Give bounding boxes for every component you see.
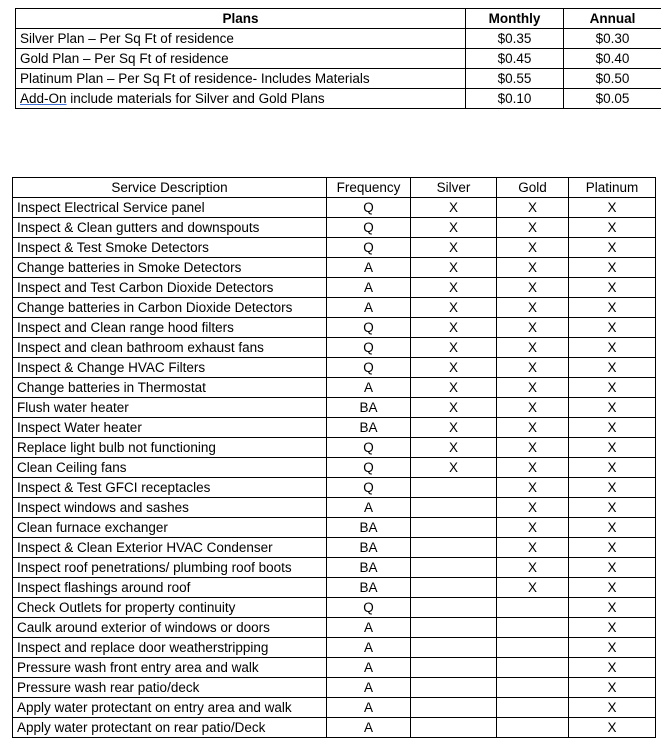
platinum-cell: X [569,698,656,718]
service-row [13,638,656,658]
platinum-cell: X [569,258,656,278]
silver-cell [411,618,497,638]
service-description-cell: Inspect & Clean Exterior HVAC Condenser [13,538,327,558]
service-description-cell: Inspect and Test Carbon Dioxide Detectors [13,278,327,298]
silver-cell [411,638,497,658]
gold-cell: X [497,498,569,518]
silver-cell: X [411,198,497,218]
gold-cell [497,598,569,618]
platinum-cell: X [569,438,656,458]
gold-cell: X [497,278,569,298]
plans-header-row [16,9,661,29]
gold-cell [497,638,569,658]
frequency-cell: Q [327,338,411,358]
service-description-cell: Inspect and clean bathroom exhaust fans [13,338,327,358]
plans-table [15,8,661,109]
platinum-cell: X [569,518,656,538]
service-row [13,438,656,458]
platinum-cell: X [569,278,656,298]
gold-cell [497,698,569,718]
silver-cell [411,498,497,518]
header-silver: Silver [411,178,497,198]
service-description-cell: Inspect and replace door weatherstripping [13,638,327,658]
frequency-cell: Q [327,358,411,378]
silver-cell [411,698,497,718]
service-row [13,338,656,358]
gold-cell: X [497,458,569,478]
platinum-cell: X [569,658,656,678]
frequency-cell: Q [327,478,411,498]
service-description-cell: Change batteries in Thermostat [13,378,327,398]
service-description-cell: Apply water protectant on rear patio/Deck [13,718,327,738]
frequency-cell: A [327,618,411,638]
silver-cell [411,658,497,678]
gold-cell: X [497,518,569,538]
service-description-cell: Apply water protectant on entry area and walk [13,698,327,718]
frequency-cell: BA [327,578,411,598]
service-description-cell: Inspect Water heater [13,418,327,438]
platinum-cell: X [569,338,656,358]
silver-cell: X [411,218,497,238]
plan-name-cell: Silver Plan – Per Sq Ft of residence [16,29,466,49]
silver-cell: X [411,378,497,398]
service-row [13,238,656,258]
platinum-cell: X [569,378,656,398]
platinum-cell: X [569,418,656,438]
service-description-cell: Inspect windows and sashes [13,498,327,518]
frequency-cell: A [327,678,411,698]
gold-cell: X [497,558,569,578]
plan-row [16,29,661,49]
platinum-cell: X [569,718,656,738]
gold-cell: X [497,298,569,318]
frequency-cell: A [327,638,411,658]
service-row [13,518,656,538]
platinum-cell: X [569,318,656,338]
plans-header-monthly: Monthly [466,9,564,29]
frequency-cell: A [327,258,411,278]
frequency-cell: BA [327,538,411,558]
service-row [13,278,656,298]
frequency-cell: A [327,278,411,298]
service-description-cell: Change batteries in Carbon Dioxide Detectors [13,298,327,318]
platinum-cell: X [569,498,656,518]
silver-cell [411,478,497,498]
gold-cell: X [497,478,569,498]
gold-cell: X [497,238,569,258]
silver-cell [411,718,497,738]
platinum-cell: X [569,478,656,498]
plan-name-cell: Platinum Plan – Per Sq Ft of residence- Includes Materials [16,69,466,89]
gold-cell [497,658,569,678]
service-row [13,538,656,558]
silver-cell: X [411,438,497,458]
plan-row [16,69,661,89]
platinum-cell: X [569,358,656,378]
service-description-cell: Caulk around exterior of windows or doors [13,618,327,638]
service-row [13,718,656,738]
plan-name-cell: Gold Plan – Per Sq Ft of residence [16,49,466,69]
platinum-cell: X [569,218,656,238]
service-row [13,258,656,278]
service-row [13,398,656,418]
frequency-cell: A [327,718,411,738]
service-description-cell: Replace light bulb not functioning [13,438,327,458]
frequency-cell: BA [327,558,411,578]
frequency-cell: A [327,298,411,318]
plan-monthly-cell: $0.35 [466,29,564,49]
service-row [13,658,656,678]
service-description-cell: Inspect Electrical Service panel [13,198,327,218]
frequency-cell: A [327,698,411,718]
platinum-cell: X [569,558,656,578]
service-description-cell: Check Outlets for property continuity [13,598,327,618]
service-description-cell: Inspect & Clean gutters and downspouts [13,218,327,238]
platinum-cell: X [569,198,656,218]
service-description-cell: Clean Ceiling fans [13,458,327,478]
gold-cell: X [497,198,569,218]
frequency-cell: Q [327,198,411,218]
frequency-cell: BA [327,398,411,418]
services-header-row [13,178,656,198]
service-row [13,458,656,478]
gold-cell: X [497,578,569,598]
silver-cell: X [411,258,497,278]
gold-cell: X [497,258,569,278]
service-row [13,478,656,498]
plan-annual-cell: $0.30 [564,29,661,49]
addon-row [16,89,661,109]
service-description-cell: Pressure wash rear patio/deck [13,678,327,698]
gold-cell: X [497,318,569,338]
services-table [12,177,656,738]
gold-cell: X [497,438,569,458]
silver-cell: X [411,358,497,378]
platinum-cell: X [569,618,656,638]
platinum-cell: X [569,578,656,598]
service-row [13,218,656,238]
silver-cell [411,518,497,538]
gold-cell: X [497,378,569,398]
frequency-cell: BA [327,418,411,438]
frequency-cell: BA [327,518,411,538]
platinum-cell: X [569,638,656,658]
silver-cell [411,538,497,558]
service-description-cell: Clean furnace exchanger [13,518,327,538]
platinum-cell: X [569,298,656,318]
platinum-cell: X [569,398,656,418]
silver-cell: X [411,458,497,478]
frequency-cell: Q [327,598,411,618]
silver-cell: X [411,278,497,298]
service-description-cell: Inspect roof penetrations/ plumbing roof boots [13,558,327,578]
platinum-cell: X [569,238,656,258]
service-row [13,358,656,378]
silver-cell [411,598,497,618]
service-description-cell: Inspect and Clean range hood filters [13,318,327,338]
service-row [13,498,656,518]
gold-cell [497,618,569,638]
platinum-cell: X [569,538,656,558]
silver-cell [411,558,497,578]
service-description-cell: Flush water heater [13,398,327,418]
silver-cell: X [411,398,497,418]
silver-cell [411,678,497,698]
service-row [13,318,656,338]
service-description-cell: Inspect & Test Smoke Detectors [13,238,327,258]
header-platinum: Platinum [569,178,656,198]
gold-cell: X [497,538,569,558]
service-row [13,618,656,638]
service-row [13,198,656,218]
header-service-description: Service Description [13,178,327,198]
frequency-cell: Q [327,238,411,258]
plan-annual-cell: $0.40 [564,49,661,69]
frequency-cell: A [327,498,411,518]
gold-cell [497,718,569,738]
service-row [13,558,656,578]
platinum-cell: X [569,678,656,698]
gold-cell: X [497,418,569,438]
plan-annual-cell: $0.50 [564,69,661,89]
service-description-cell: Pressure wash front entry area and walk [13,658,327,678]
service-row [13,678,656,698]
service-description-cell: Inspect & Change HVAC Filters [13,358,327,378]
frequency-cell: Q [327,458,411,478]
gold-cell: X [497,338,569,358]
gold-cell: X [497,398,569,418]
service-description-cell: Inspect flashings around roof [13,578,327,598]
frequency-cell: A [327,378,411,398]
addon-prefix: Add-On [20,91,67,106]
service-row [13,378,656,398]
gold-cell [497,678,569,698]
service-description-cell: Change batteries in Smoke Detectors [13,258,327,278]
service-row [13,698,656,718]
silver-cell: X [411,318,497,338]
frequency-cell: Q [327,438,411,458]
platinum-cell: X [569,458,656,478]
addon-monthly-cell: $0.10 [466,89,564,109]
gold-cell: X [497,218,569,238]
plans-header-plans: Plans [16,9,466,29]
frequency-cell: Q [327,318,411,338]
plans-header-annual: Annual [564,9,661,29]
service-row [13,298,656,318]
silver-cell: X [411,238,497,258]
service-row [13,598,656,618]
addon-annual-cell: $0.05 [564,89,661,109]
plan-monthly-cell: $0.55 [466,69,564,89]
silver-cell: X [411,338,497,358]
service-description-cell: Inspect & Test GFCI receptacles [13,478,327,498]
addon-description: include materials for Silver and Gold Plans [66,91,325,106]
service-row [13,578,656,598]
plan-monthly-cell: $0.45 [466,49,564,69]
silver-cell: X [411,418,497,438]
header-gold: Gold [497,178,569,198]
silver-cell: X [411,298,497,318]
frequency-cell: Q [327,218,411,238]
frequency-cell: A [327,658,411,678]
plan-row [16,49,661,69]
header-frequency: Frequency [327,178,411,198]
addon-name-cell [16,89,466,109]
silver-cell [411,578,497,598]
platinum-cell: X [569,598,656,618]
gold-cell: X [497,358,569,378]
service-row [13,418,656,438]
